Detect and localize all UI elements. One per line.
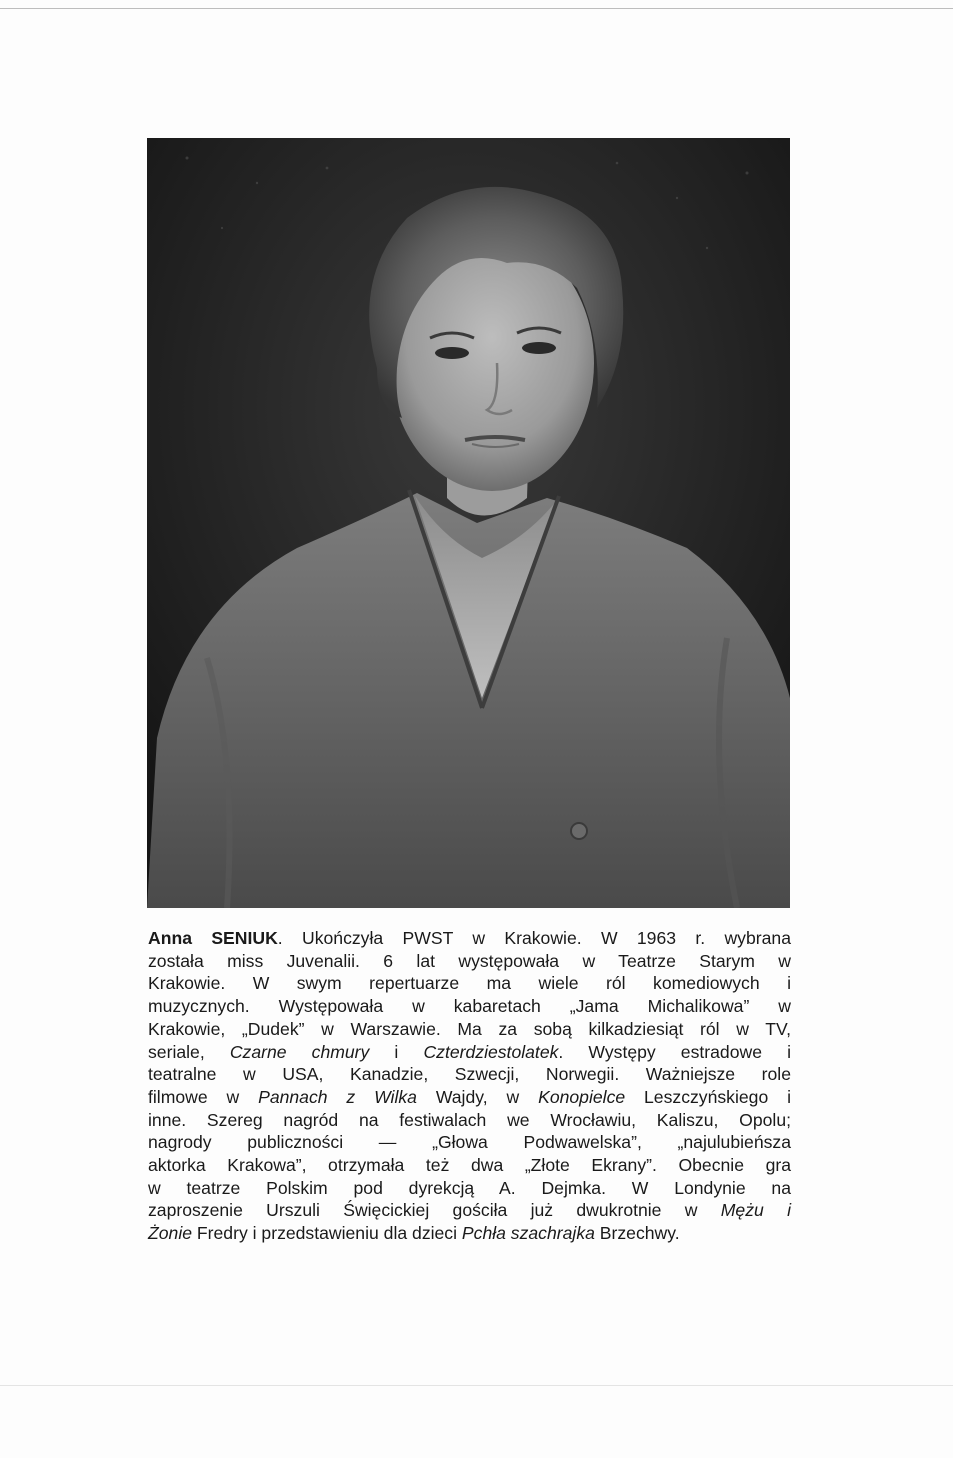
caption-line <box>148 1222 791 1245</box>
caption-text: Krakowie, „Dudek” w Warszawie. Ma za sobą kilkadziesiąt ról w TV, <box>148 1018 791 1039</box>
caption-line <box>148 972 791 995</box>
caption-line <box>148 1086 791 1109</box>
caption-line <box>148 1109 791 1132</box>
caption-line <box>148 1199 791 1222</box>
caption-text: Brzechwy. <box>594 1223 680 1244</box>
caption-text: inne. Szereg nagród na festiwalach we Wrocławiu, Kaliszu, Opolu; <box>148 1109 791 1130</box>
caption-text: Leszczyńskiego i <box>625 1086 792 1107</box>
caption-text: seriale, <box>148 1041 230 1062</box>
caption-text: Fredry i przedstawieniu dla dzieci <box>192 1223 462 1244</box>
caption-text: i <box>369 1041 424 1062</box>
work-title: Czarne chmury <box>229 1041 370 1062</box>
scan-edge-top <box>0 8 953 9</box>
caption-text: teatralne w USA, Kanadzie, Szwecji, Norwegii. Ważniejsze role <box>148 1064 791 1085</box>
work-title: Mężu i <box>720 1200 791 1221</box>
caption-line <box>148 1177 791 1200</box>
portrait-photo <box>147 138 790 908</box>
scan-edge-bottom <box>0 1385 953 1386</box>
caption-text: Krakowie. W swym repertuarze ma wiele ról komediowych i <box>148 973 791 994</box>
caption-text: w teatrze Polskim pod dyrekcją A. Dejmka. W Londynie na <box>148 1177 791 1198</box>
biography-caption <box>148 927 791 1245</box>
caption-text: zaproszenie Urszuli Święcickiej gościła już dwukrotnie w <box>148 1200 721 1221</box>
caption-line <box>148 1154 791 1177</box>
caption-text: muzycznych. Występowała w kabaretach „Jama Michalikowa” w <box>148 996 791 1017</box>
caption-text: . Występy estradowe i <box>558 1041 791 1062</box>
caption-text: nagrody publiczności — „Głowa Podwawelska”, „najulubieńsza <box>148 1132 791 1153</box>
caption-line <box>148 995 791 1018</box>
caption-text: aktorka Krakowa”, otrzymała też dwa „Złote Ekrany”. Obecnie gra <box>148 1155 791 1176</box>
caption-text: została miss Juvenalii. 6 lat występowała w Teatrze Starym w <box>148 950 791 971</box>
caption-line <box>148 950 791 973</box>
caption-text: . Ukończyła PWST w Krakowie. W 1963 r. wybrana <box>277 928 791 948</box>
caption-line <box>148 927 791 950</box>
caption-line <box>148 1041 791 1064</box>
caption-text: filmowe w <box>148 1086 259 1107</box>
caption-line <box>148 1018 791 1041</box>
caption-line <box>148 1063 791 1086</box>
work-title: Konopielce <box>538 1086 626 1107</box>
work-title: Pannach z Wilka <box>258 1086 417 1107</box>
person-name: Anna SENIUK <box>148 928 278 948</box>
work-title: Żonie <box>148 1223 193 1244</box>
caption-line <box>148 1131 791 1154</box>
caption-text: Wajdy, w <box>416 1086 539 1107</box>
work-title: Pchła szachrajka <box>461 1223 595 1244</box>
work-title: Czterdziestolatek <box>423 1041 559 1062</box>
